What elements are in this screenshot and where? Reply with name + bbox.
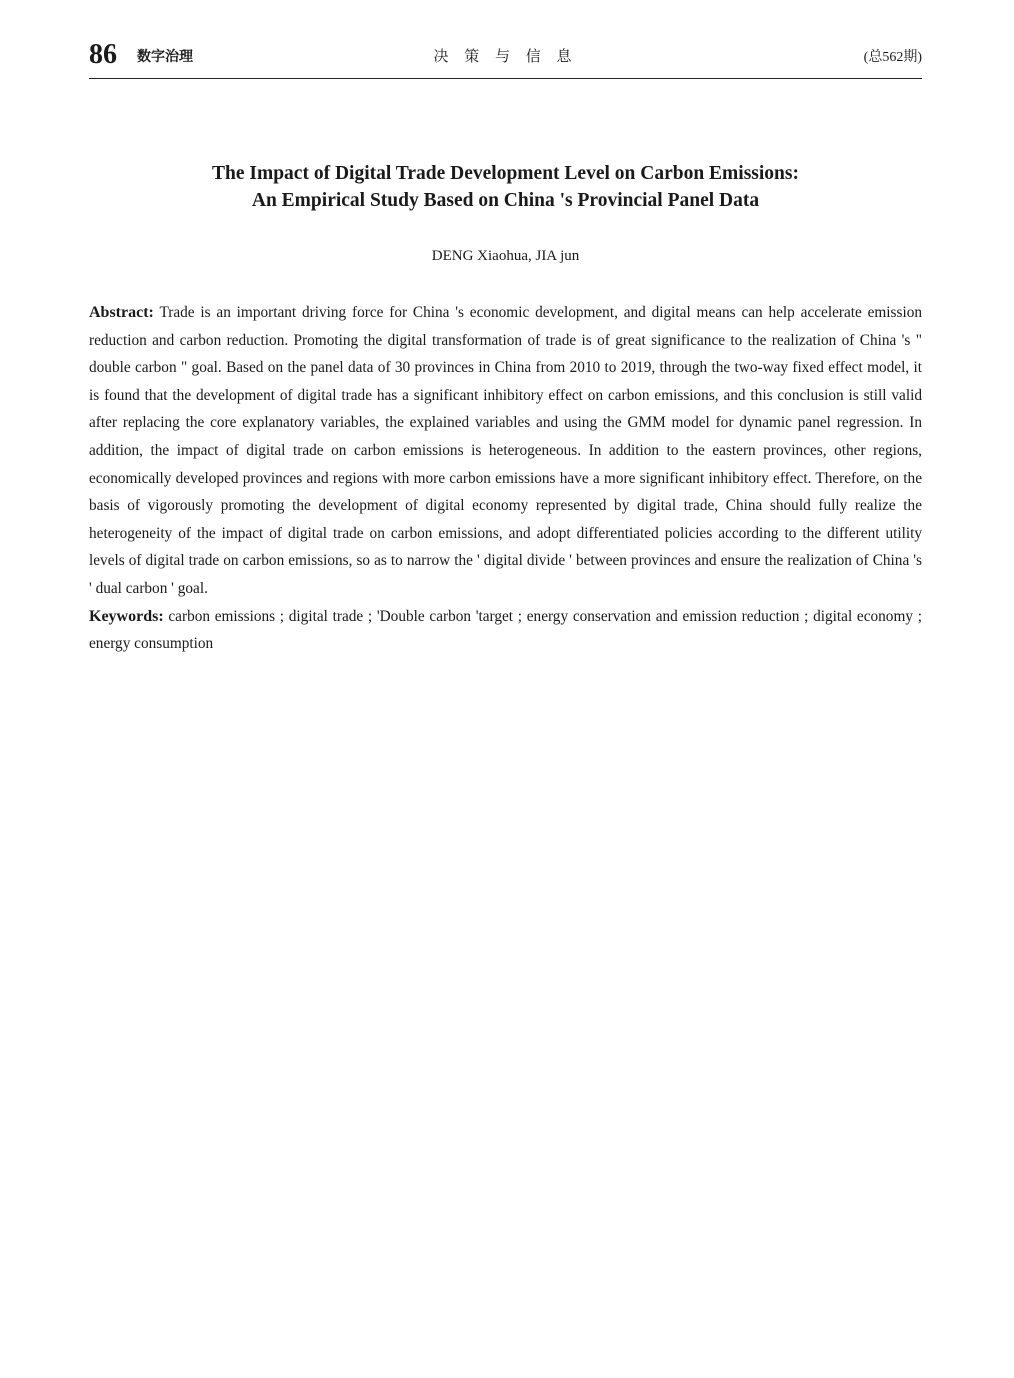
- page-number: 86: [89, 39, 117, 70]
- section-name: 数字治理: [137, 49, 193, 65]
- keywords-label: Keywords:: [89, 607, 164, 625]
- journal-name: 决 策 与 信 息: [433, 49, 578, 65]
- issue-label: (总562期): [863, 50, 922, 65]
- title-line-1: The Impact of Digital Trade Development Level on Carbon Emissions:: [212, 163, 799, 184]
- author-list: DENG Xiaohua, JIA jun: [431, 248, 580, 264]
- abstract-paragraph: [89, 299, 922, 603]
- title-line-2: An Empirical Study Based on China 's Provincial Panel Data: [251, 190, 760, 211]
- abstract-label: Abstract:: [89, 304, 154, 321]
- abstract-section: [89, 299, 922, 658]
- keywords-paragraph: [89, 603, 922, 658]
- abstract-text: Trade is an important driving force for China 's economic development, and digital means can help accelerate emission reduction and carbon reduction. Promoting the digital transformation of trade is of great significance to the realization of China 's " double carbon " goal. Based on the panel data of 30 provinces in China from 2010 to 2019, through the two-way fixed effect model, it is found that the development of digital trade has a significant inhibitory effect on carbon emissions, and this conclusion is still valid after replacing the core explanatory variables, the explained variables and using the GMM model for dynamic panel regression. In addition, the impact of digital trade on carbon emissions is heterogeneous. In addition to the eastern provinces, other regions, economically developed provinces and regions with more carbon emissions have a more significant inhibitory effect. Therefore, on the basis of vigorously promoting the development of digital economy represented by digital trade, China should fully realize the heterogeneity of the impact of digital trade on carbon emissions, and adopt differentiated policies according to the different utility levels of digital trade on carbon emissions, so as to narrow the ' digital divide ' between provinces and ensure the realization of China 's ' dual carbon ' goal.: [89, 304, 922, 597]
- article-title: [89, 160, 922, 214]
- keywords-text: carbon emissions ; digital trade ; 'Double carbon 'target ; energy conservation and emission reduction ; digital economy ; energy consumption: [89, 607, 922, 653]
- running-header: [89, 38, 922, 79]
